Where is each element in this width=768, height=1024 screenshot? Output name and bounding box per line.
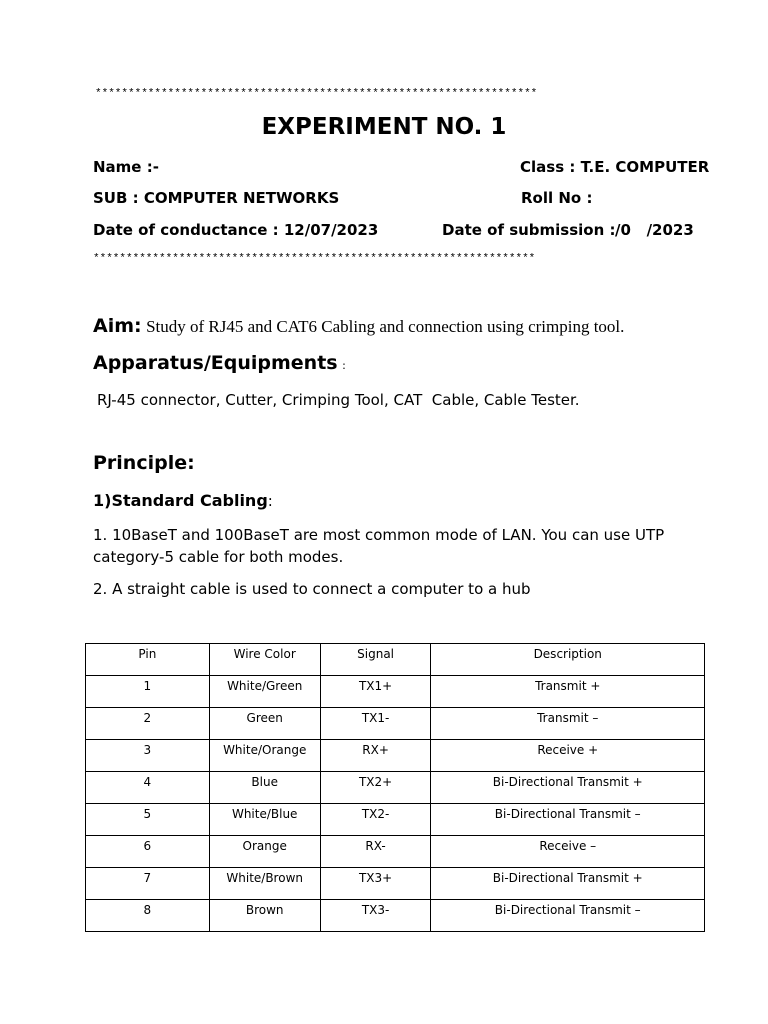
aim-label: Aim:	[93, 315, 142, 337]
apparatus-heading	[93, 352, 346, 374]
pinout-table	[85, 643, 705, 932]
apparatus-colon: :	[342, 359, 346, 372]
table-cell: 2	[86, 708, 210, 740]
submission-label: Date of submission :	[442, 221, 616, 239]
top-star-divider: *******************************************************************	[95, 88, 538, 100]
table-cell: Brown	[209, 900, 320, 932]
table-cell: TX1+	[320, 676, 431, 708]
table-cell: TX3-	[320, 900, 431, 932]
standard-cabling-heading	[93, 490, 273, 512]
table-cell: 8	[86, 900, 210, 932]
table-row	[86, 900, 705, 932]
table-cell: TX1-	[320, 708, 431, 740]
table-row	[86, 708, 705, 740]
table-cell: White/Green	[209, 676, 320, 708]
principle-point-1-line-1: 1. 10BaseT and 100BaseT are most common mode of LAN. You can use UTP	[93, 526, 665, 544]
aim-section	[93, 315, 624, 337]
table-cell: Transmit +	[431, 676, 705, 708]
principle-point-1-line-2: category-5 cable for both modes.	[93, 548, 344, 566]
table-cell: Bi-Directional Transmit +	[431, 772, 705, 804]
table-cell: 4	[86, 772, 210, 804]
table-row	[86, 836, 705, 868]
table-cell: Receive +	[431, 740, 705, 772]
table-cell: 3	[86, 740, 210, 772]
table-header-row	[86, 644, 705, 676]
conductance-date: Date of conductance : 12/07/2023	[93, 221, 379, 239]
table-cell: RX+	[320, 740, 431, 772]
class-label: Class : T.E. COMPUTER	[520, 158, 710, 176]
table-cell: RX-	[320, 836, 431, 868]
name-label: Name :-	[93, 158, 159, 176]
subject-label: SUB : COMPUTER NETWORKS	[93, 189, 340, 207]
table-cell: TX2+	[320, 772, 431, 804]
table-cell: Blue	[209, 772, 320, 804]
table-cell: White/Brown	[209, 868, 320, 900]
table-row	[86, 804, 705, 836]
table-cell: Orange	[209, 836, 320, 868]
roll-label: Roll No :	[521, 189, 593, 207]
submission-date: /0 /2023	[615, 221, 694, 239]
table-cell: Transmit –	[431, 708, 705, 740]
bottom-star-divider: *******************************************************************	[93, 253, 536, 265]
table-cell: 1	[86, 676, 210, 708]
table-header-cell: Description	[431, 644, 705, 676]
table-row	[86, 676, 705, 708]
table-cell: Bi-Directional Transmit +	[431, 868, 705, 900]
table-row	[86, 740, 705, 772]
table-header-cell: Pin	[86, 644, 210, 676]
table-cell: White/Orange	[209, 740, 320, 772]
table-cell: Receive –	[431, 836, 705, 868]
table-header-cell: Wire Color	[209, 644, 320, 676]
table-cell: TX3+	[320, 868, 431, 900]
page-title: EXPERIMENT NO. 1	[261, 114, 507, 140]
principle-heading: Principle:	[93, 452, 195, 474]
apparatus-list: RJ-45 connector, Cutter, Crimping Tool, CAT Cable, Cable Tester.	[97, 391, 580, 409]
table-cell: White/Blue	[209, 804, 320, 836]
table-cell: TX2-	[320, 804, 431, 836]
table-row	[86, 868, 705, 900]
table-cell: Bi-Directional Transmit –	[431, 900, 705, 932]
table-cell: 7	[86, 868, 210, 900]
standard-cabling-label: 1)Standard Cabling	[93, 491, 268, 510]
table-cell: 6	[86, 836, 210, 868]
table-cell: Bi-Directional Transmit –	[431, 804, 705, 836]
principle-point-2: 2. A straight cable is used to connect a computer to a hub	[93, 580, 531, 598]
aim-text: Study of RJ45 and CAT6 Cabling and connection using crimping tool.	[146, 317, 625, 336]
table-row	[86, 772, 705, 804]
standard-cabling-colon: :	[267, 492, 273, 510]
apparatus-label: Apparatus/Equipments	[93, 352, 338, 374]
table-header-cell: Signal	[320, 644, 431, 676]
table-cell: Green	[209, 708, 320, 740]
table-cell: 5	[86, 804, 210, 836]
